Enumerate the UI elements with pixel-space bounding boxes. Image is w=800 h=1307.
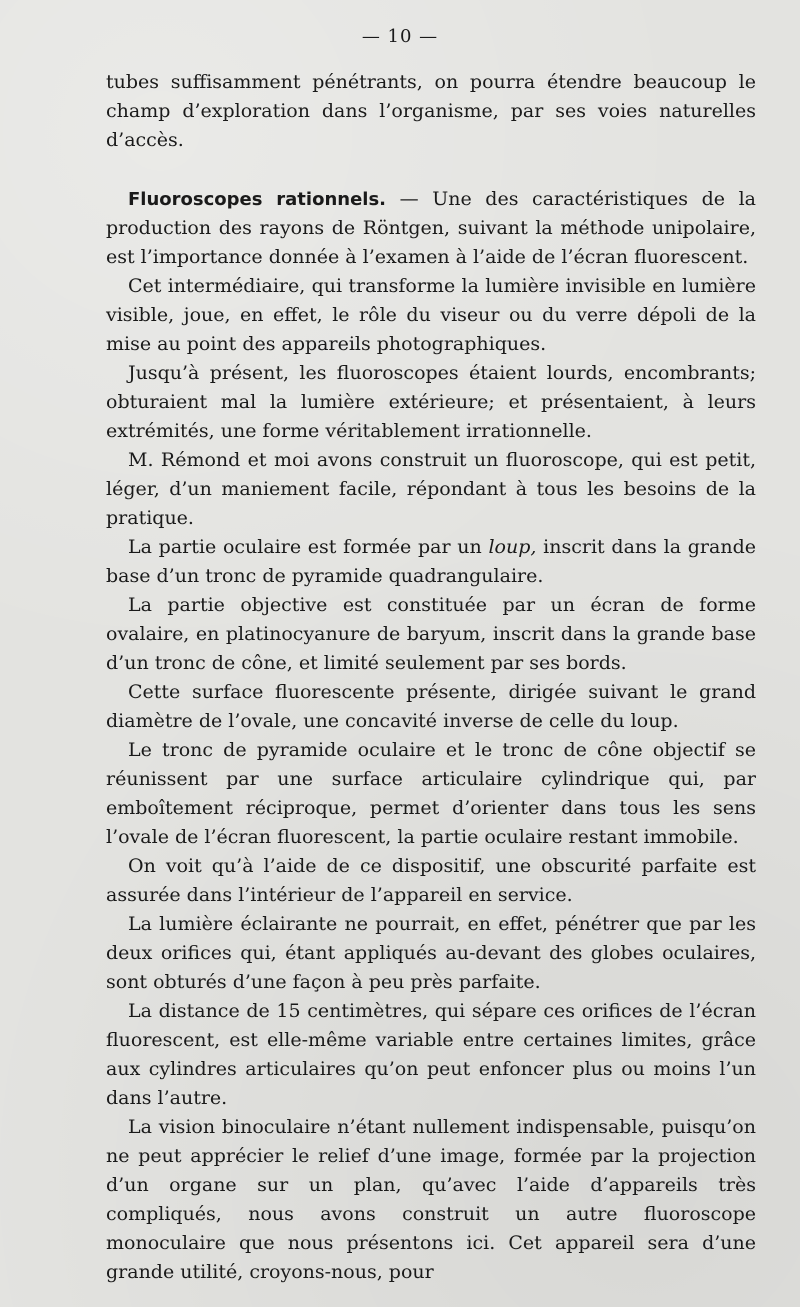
paragraph-12-text: La distance de 15 centimètres, qui sépare ces orifices de l’écran fluorescent, est elle-même variable entre certaines limites, grâce aux cylindres articulaires qu’on peut enfoncer plus ou moins l’un dans l’autre. xyxy=(106,1000,756,1109)
paragraph-4-text: Jusqu’à présent, les fluoroscopes étaient lourds, encombrants; obturaient mal la lumière extérieure; et présentaient, à leurs extrémités, une forme véritablement irrationnelle. xyxy=(106,362,756,442)
page-number: — 10 — xyxy=(361,26,439,47)
paragraph-2-text: — Une des caractéristiques de la production des rayons de Röntgen, suivant la méthode unipolaire, est l’importance donnée à l’examen à l’aide de l’écran fluorescent. xyxy=(106,188,756,268)
paragraph-11-text: La lumière éclairante ne pourrait, en effet, pénétrer que par les deux orifices qui, étant appliqués au-devant des globes oculaires, sont obturés d’une façon à peu près parfaite. xyxy=(106,913,756,993)
paragraph-2 xyxy=(106,185,756,272)
paragraph-12 xyxy=(106,997,756,1113)
paragraph-7-text: La partie objective est constituée par un écran de forme ovalaire, en platinocyanure de baryum, inscrit dans la grande base d’un tronc de cône, et limité seulement par ses bords. xyxy=(106,594,756,674)
paragraph-6-text-before: La partie oculaire est formée par un xyxy=(128,536,489,558)
paragraph-8 xyxy=(106,678,756,736)
paragraph-1-text: tubes suffisamment pénétrants, on pourra étendre beaucoup le champ d’exploration dans l’organisme, par ses voies naturelles d’accès. xyxy=(106,71,756,151)
paragraph-8-text: Cette surface fluorescente présente, dirigée suivant le grand diamètre de l’ovale, une concavité inverse de celle du loup. xyxy=(106,681,756,732)
paragraph-3-text: Cet intermédiaire, qui transforme la lumière invisible en lumière visible, joue, en effet, le rôle du viseur ou du verre dépoli de la mise au point des appareils photographiques. xyxy=(106,275,756,355)
paragraph-13-text: La vision binoculaire n’étant nullement indispensable, puisqu’on ne peut apprécier le relief d’une image, formée par la projection d’un organe sur un plan, qu’avec l’aide d’appareils très compliqués, nous avons construit un autre fluoroscope monoculaire que nous présentons ici. Cet appareil sera d’une grande utilité, croyons-nous, pour xyxy=(106,1116,756,1283)
body-text xyxy=(106,68,756,1287)
paragraph-6-italic-term: loup, xyxy=(488,536,537,558)
paragraph-6 xyxy=(106,533,756,591)
paragraph-4 xyxy=(106,359,756,446)
paragraph-10-text: On voit qu’à l’aide de ce dispositif, une obscurité parfaite est assurée dans l’intérieur de l’appareil en service. xyxy=(106,855,756,906)
paragraph-5-text: M. Rémond et moi avons construit un fluoroscope, qui est petit, léger, d’un maniement facile, répondant à tous les besoins de la pratique. xyxy=(106,449,756,529)
paragraph-9-text: Le tronc de pyramide oculaire et le tronc de cône objectif se réunissent par une surface articulaire cylindrique qui, par emboîtement réciproque, permet d’orienter dans tous les sens l’ovale de l’écran fluorescent, la partie oculaire restant immobile. xyxy=(106,739,756,848)
paragraph-13 xyxy=(106,1113,756,1287)
paragraph-3 xyxy=(106,272,756,359)
paragraph-10 xyxy=(106,852,756,910)
paragraph-6-text-after: inscrit dans la grande base d’un tronc de pyramide quadrangulaire. xyxy=(106,536,756,587)
paragraph-11 xyxy=(106,910,756,997)
paragraph-9 xyxy=(106,736,756,852)
section-heading: Fluoroscopes rationnels. xyxy=(128,189,386,210)
paragraph-1 xyxy=(106,68,756,155)
paragraph-5 xyxy=(106,446,756,533)
paragraph-7 xyxy=(106,591,756,678)
